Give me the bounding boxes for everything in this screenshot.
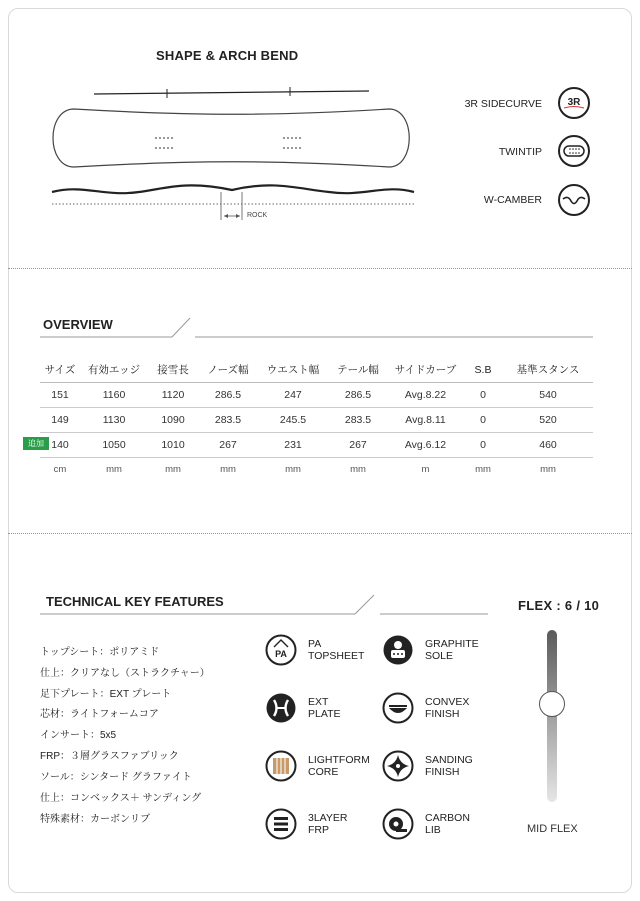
table-cell: Avg.8.11 [388,407,463,432]
table-cell: 231 [258,432,328,457]
table-cell: 1120 [148,382,198,407]
table-row [40,432,593,457]
spec-table [40,358,593,481]
spec-line: インサート：5x5 [40,730,117,741]
new-size-badge: 追加 [23,437,49,450]
sidecurve-3r-icon-text: 3R [567,97,581,108]
overview-title: OVERVIEW [43,317,113,332]
3layer-frp-icon [265,808,297,840]
table-cell: Avg.8.22 [388,382,463,407]
feature-line: EXT [308,696,329,708]
feature-line: SOLE [425,650,454,662]
lightform-core-icon [265,750,297,782]
rock-label: ROCK [247,212,268,219]
w-camber-icon [557,183,591,217]
col-header: 接雪長 [148,358,198,382]
col-header: S.B [463,358,503,382]
unit-cell: mm [350,463,366,475]
feature-3r-sidecurve-label: 3R SIDECURVE [464,98,542,110]
table-cell: 286.5 [198,382,258,407]
table-cell: 149 [40,407,80,432]
feature-line: TOPSHEET [308,650,365,662]
board-shape-diagram [44,82,424,232]
table-cell: 460 [503,432,593,457]
feature-line: FRP [308,824,329,836]
pa-topsheet-icon-text: PA [275,649,287,659]
table-cell: 151 [40,382,80,407]
table-cell: 0 [463,382,503,407]
unit-cell: cm [53,463,67,475]
spec-table-header [40,358,593,382]
twintip-icon [557,134,591,168]
graphite-sole-icon [382,634,414,666]
feature-line: FINISH [425,708,460,720]
units-row [40,457,593,481]
pa-topsheet-icon [265,634,297,666]
table-cell: 283.5 [328,407,388,432]
feature-sanding-finish [425,754,515,778]
feature-line: SANDING [425,754,473,766]
sidecurve-3r-icon [557,86,591,120]
flex-title: FLEX : 6 / 10 [518,598,600,613]
table-cell: 1090 [148,407,198,432]
table-cell: 283.5 [198,407,258,432]
feature-line: PA [308,638,322,650]
unit-cell: mm [285,463,301,475]
unit-cell: mm [540,463,556,475]
table-cell: Avg.6.12 [388,432,463,457]
table-cell: 1160 [80,382,148,407]
table-cell: 286.5 [328,382,388,407]
col-header: 基準スタンス [503,358,593,382]
table-cell: 520 [503,407,593,432]
table-cell: 1130 [80,407,148,432]
feature-line: CORE [308,766,339,778]
table-cell: 267 [328,432,388,457]
convex-finish-icon [382,692,414,724]
unit-cell: mm [106,463,122,475]
feature-w-camber-label: W-CAMBER [483,194,542,206]
sanding-finish-icon [382,750,414,782]
flex-gauge-knob [539,691,565,717]
feature-line: CARBON [425,812,470,824]
feature-line: FINISH [425,766,460,778]
table-cell: 1050 [80,432,148,457]
spec-line: ソール：シンタード グラファイト [40,772,192,783]
feature-line: PLATE [308,708,341,720]
table-cell: 245.5 [258,407,328,432]
unit-cell: mm [220,463,236,475]
feature-carbon-lib [425,812,515,836]
overview-title-rule [40,316,595,340]
spec-line: トップシート：ポリアミド [40,647,160,658]
table-cell: 0 [463,432,503,457]
feature-line: LIGHTFORM [308,754,370,766]
technical-title: TECHNICAL KEY FEATURES [46,594,224,609]
unit-cell: m [421,463,430,475]
shape-title: SHAPE & ARCH BEND [156,48,299,63]
col-header: ウエスト幅 [258,358,328,382]
col-header: サイズ [40,358,80,382]
feature-line: GRAPHITE [425,638,479,650]
table-row [40,382,593,407]
feature-line: LIB [425,824,441,836]
col-header: 有効エッジ [80,358,148,382]
flex-label: MID FLEX [527,823,578,835]
table-cell: 540 [503,382,593,407]
col-header: サイドカーブ [388,358,463,382]
section-divider [8,533,632,534]
spec-line: 仕上：コンベックス＋ サンディング [40,793,202,804]
table-cell: 140 [40,432,80,457]
table-cell: 267 [198,432,258,457]
feature-convex-finish [425,696,515,720]
ext-plate-icon [265,692,297,724]
spec-line: FRP：３層グラスファブリック [40,751,179,762]
col-header: テール幅 [328,358,388,382]
unit-cell: mm [165,463,181,475]
table-cell: 0 [463,407,503,432]
section-divider [8,268,632,269]
spec-line: 仕上：クリアなし（ストラクチャー） [40,668,210,679]
feature-line: CONVEX [425,696,470,708]
table-row [40,407,593,432]
feature-graphite-sole [425,638,515,662]
table-cell: 1010 [148,432,198,457]
spec-line: 芯材：ライトフォームコア [40,709,159,720]
col-header: ノーズ幅 [198,358,258,382]
table-cell: 247 [258,382,328,407]
carbon-lib-icon [382,808,414,840]
unit-cell: mm [475,463,491,475]
feature-twintip-label: TWINTIP [498,146,542,158]
spec-line: 特殊素材：カーボンリブ [40,814,150,825]
spec-line: 足下プレート：EXT プレート [40,689,172,700]
feature-line: 3LAYER [308,812,348,824]
technical-title-rule [40,593,490,617]
